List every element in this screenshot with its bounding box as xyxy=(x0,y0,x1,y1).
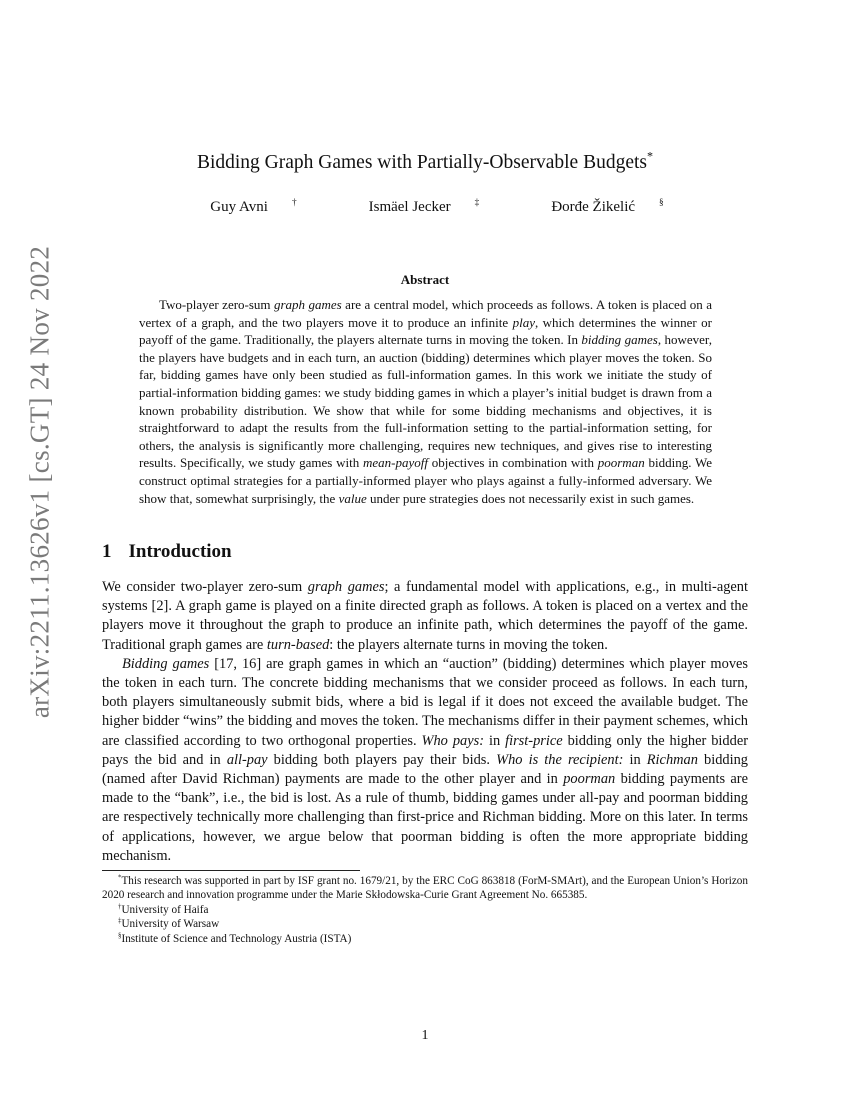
author-affiliation-mark: † xyxy=(291,198,297,208)
footnote-text: University of Haifa xyxy=(121,903,209,916)
footnote xyxy=(102,874,748,903)
footnote-mark: † xyxy=(118,902,122,911)
body-paragraph xyxy=(102,655,748,866)
footnote xyxy=(102,917,748,931)
text-run: bidding (named after David Richman) payments are made to the other player and in xyxy=(102,751,748,788)
text-run: We consider two-player zero-sum xyxy=(102,579,308,595)
text-run: bidding payments are made to the “bank”, i.e., the bid is lost. As a rule of thumb, bidding games under all-pay and poorman bidding are respectively technically more challenging than first-price and Richman bidding. More on this later. In terms of applications, however, we argue below that poorman bidding is often the more appropriate bidding mechanism. xyxy=(102,771,748,864)
emphasized-text: graph games xyxy=(274,297,342,312)
text-run: bidding only the higher bidder pays the bid and in xyxy=(102,732,749,768)
emphasized-text: value xyxy=(338,490,367,506)
footnote-text: University of Warsaw xyxy=(121,918,220,931)
emphasized-text: poorman xyxy=(597,455,645,471)
author-name: Ðorđe Žikelić xyxy=(551,199,636,215)
emphasized-text: Richman xyxy=(646,751,698,768)
footnote-divider xyxy=(102,870,360,871)
emphasized-text: mean-payoff xyxy=(362,455,428,471)
emphasized-text: turn-based xyxy=(266,636,330,653)
section-title: Introduction xyxy=(128,541,232,562)
text-run: ; a fundamental model with applications, e.g., in multi-agent systems [2]. A graph game is played on a finite directed graph as follows. A token is placed on a vertex and the players move it throughout the graph to produce an infinite path, which determines the payoff of the game. Traditional graph games are xyxy=(102,579,748,653)
section-heading xyxy=(102,541,232,563)
text-run: under pure strategies does not necessarily exist in such games. xyxy=(366,490,695,506)
footnote-mark: * xyxy=(118,873,122,882)
emphasized-text: play xyxy=(512,314,535,330)
text-run: , which determines the winner or payoff of the game. Traditionally, the players alternate turns in moving the token. In xyxy=(139,314,712,348)
text-run: Two-player zero-sum xyxy=(159,297,274,312)
introduction-body xyxy=(102,578,748,866)
text-run: , however, the players have budgets and in each turn, an auction (bidding) determines which player moves the token. So far, bidding games have only been studied as full-information games. In this work we initiate the study of partial-information bidding games: we study bidding games in which a player’s initial budget is drawn from a known probability distribution. We show that while for some bidding mechanisms and objectives, it is straightforward to adapt the results from the full-information setting to the partial-information setting, for others, the analysis is significantly more challenging, requires new techniques, and gives rise to interesting results. Specifically, we study games with xyxy=(139,332,712,471)
emphasized-text: graph games xyxy=(307,579,385,595)
author xyxy=(345,199,480,216)
author-list xyxy=(0,199,850,216)
text-run: in xyxy=(484,732,506,749)
paper-title-text: Bidding Graph Games with Partially-Observable Budgets xyxy=(196,152,647,173)
arxiv-identifier: arXiv:2211.13626v1 [cs.GT] 24 Nov 2022 xyxy=(24,245,55,719)
author-affiliation-mark: § xyxy=(659,198,664,208)
footnote xyxy=(102,932,748,946)
author-name: Ismäel Jecker xyxy=(368,199,451,215)
body-paragraph xyxy=(102,578,748,655)
abstract-text xyxy=(139,296,712,507)
text-run: in xyxy=(623,751,647,768)
footnote-text: This research was supported in part by ISF grant no. 1679/21, by the ERC CoG 863818 (ForM-SMArt), and the European Union’s Horizon 2020 research and innovation programme under the Marie Skłodowska-Curie Grant Agreement No. 665385. xyxy=(102,875,748,902)
emphasized-text: poorman xyxy=(563,771,616,788)
emphasized-text: Who is the recipient: xyxy=(496,751,624,768)
text-run: objectives in combination with xyxy=(427,455,598,471)
footnote xyxy=(102,903,748,917)
text-run: are a central model, which proceeds as follows. A token is placed on a vertex of a graph, and the two players move it to produce an infinite xyxy=(139,297,712,330)
paper-title xyxy=(0,149,850,174)
footnotes xyxy=(102,874,748,946)
text-run: bidding. We construct optimal strategies for a partially-informed player who plays against a fully-informed adversary. We show that, somewhat surprisingly, the xyxy=(139,455,712,506)
footnote-mark: ‡ xyxy=(118,916,122,925)
text-run: bidding both players pay their bids. xyxy=(267,751,497,768)
abstract-heading: Abstract xyxy=(400,272,450,287)
text-run: : the players alternate turns in moving the token. xyxy=(329,636,608,653)
title-footnote-mark: * xyxy=(647,149,654,164)
emphasized-text: Who pays: xyxy=(421,732,484,749)
footnote-mark: § xyxy=(118,930,122,939)
text-run: [17, 16] are graph games in which an “auction” (bidding) determines which player moves the token in each turn. The concrete bidding mechanisms that we consider proceed as follows. In each turn, both players simultaneously submit bids, where a bid is legal if it does not exceed the available budget. The higher bidder “wins” the bidding and moves the token. The mechanisms differ in their payment schemes, which are classified according to two orthogonal properties. xyxy=(102,655,748,749)
emphasized-text: Bidding games xyxy=(122,655,210,672)
emphasized-text: all-pay xyxy=(226,751,268,768)
page-number: 1 xyxy=(421,1028,429,1043)
author-name: Guy Avni xyxy=(210,199,268,215)
author xyxy=(527,199,663,216)
emphasized-text: bidding games xyxy=(581,332,658,348)
author xyxy=(186,199,296,216)
emphasized-text: first-price xyxy=(505,732,563,749)
section-number: 1 xyxy=(102,541,112,562)
footnote-text: Institute of Science and Technology Austria (ISTA) xyxy=(121,932,352,945)
author-affiliation-mark: ‡ xyxy=(474,198,480,208)
